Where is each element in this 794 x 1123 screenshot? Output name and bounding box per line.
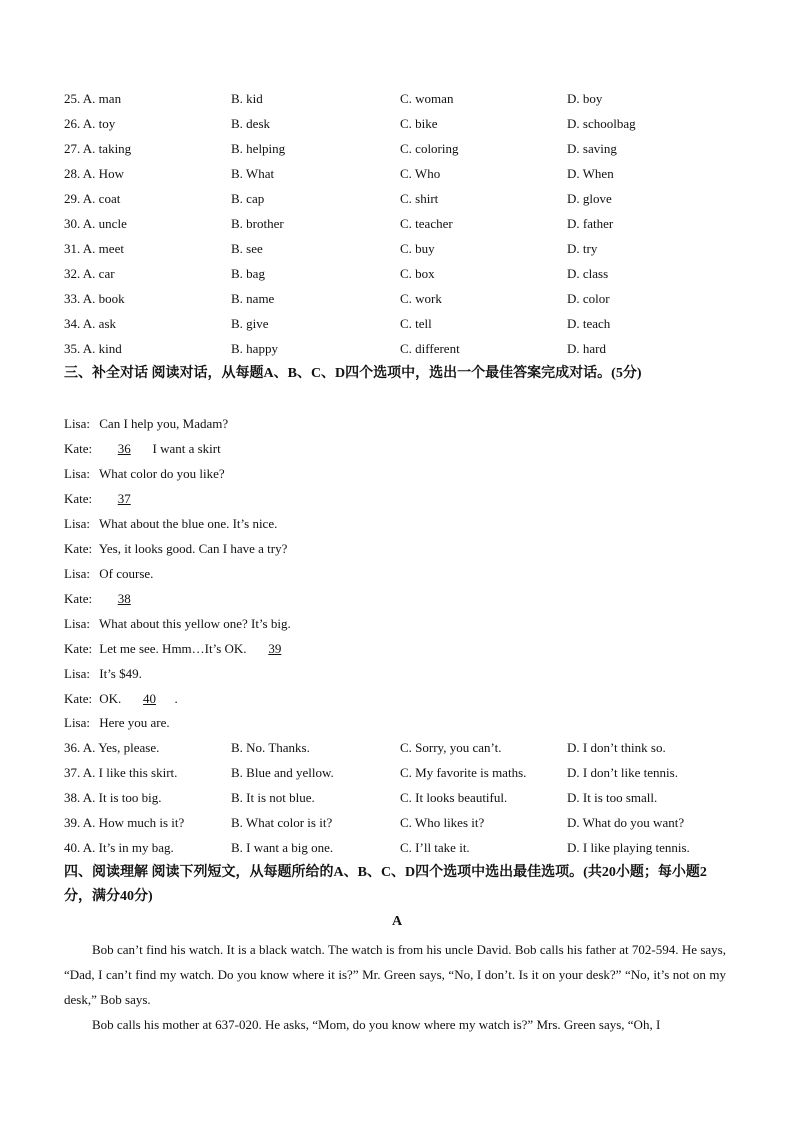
dialogue-line: Kate: 38 <box>64 589 734 609</box>
option-row: 34. A. ask B. give C. tell D. teach <box>64 316 611 331</box>
answer-blank: 37 <box>117 491 131 506</box>
option-row: 37. A. I like this skirt. B. Blue and yellow. C. My favorite is maths. D. I don’t like tennis. <box>64 765 678 780</box>
option-row: 26. A. toy B. desk C. bike D. schoolbag <box>64 116 636 131</box>
option-row: 25. A. man B. kid C. woman D. boy <box>64 91 603 106</box>
dialogue-line: Lisa: What about this yellow one? It’s big. <box>64 616 291 631</box>
dialogue-line: Lisa: It’s $49. <box>64 666 142 681</box>
answer-blank: 36 <box>117 441 131 456</box>
answer-blank: 38 <box>117 591 131 606</box>
dialogue-line: Lisa: What about the blue one. It’s nice. <box>64 516 278 531</box>
answer-blank: 39 <box>268 641 282 656</box>
section-heading: 四、阅读理解 阅读下列短文，从每题所给的A、B、C、D四个选项中选出最佳选项。(共20小题；每小题2分，满分40分) <box>64 865 707 904</box>
option-row: 40. A. It’s in my bag. B. I want a big one. C. I’ll take it. D. I like playing tennis. <box>64 840 690 855</box>
dialogue-line: Lisa: What color do you like? <box>64 466 225 481</box>
option-row: 36. A. Yes, please. B. No. Thanks. C. Sorry, you can’t. D. I don’t think so. <box>64 740 666 755</box>
dialogue-line: Lisa: Of course. <box>64 566 154 581</box>
option-row: 31. A. meet B. see C. buy D. try <box>64 241 598 256</box>
dialogue-line: Kate: OK. 40 . <box>64 689 734 709</box>
dialogue-line: Kate: Yes, it looks good. Can I have a try? <box>64 541 288 556</box>
passage-label: A <box>391 914 403 929</box>
option-row: 38. A. It is too big. B. It is not blue. C. It looks beautiful. D. It is too small. <box>64 790 658 805</box>
option-row: 33. A. book B. name C. work D. color <box>64 291 610 306</box>
dialogue-line: Kate: 37 <box>64 489 734 509</box>
option-row: 27. A. taking B. helping C. coloring D. saving <box>64 141 617 156</box>
dialogue-line: Kate: Let me see. Hmm…It’s OK. 39 <box>64 639 734 659</box>
passage-paragraph: Bob can’t find his watch. It is a black watch. The watch is from his uncle David. Bob calls his father at 702-594. He says, “Dad, I can’t find my watch. Do you know where it is?” Mr. Green says, “No, I don’t. Is it on your desk?” “No, it’s not on my desk,” Bob says. <box>64 942 726 1007</box>
option-row: 39. A. How much is it? B. What color is it? C. Who likes it? D. What do you want? <box>64 815 685 830</box>
dialogue-line: Lisa: Can I help you, Madam? <box>64 416 229 431</box>
option-row: 30. A. uncle B. brother C. teacher D. father <box>64 216 614 231</box>
option-row: 29. A. coat B. cap C. shirt D. glove <box>64 191 612 206</box>
option-row: 28. A. How B. What C. Who D. When <box>64 166 614 181</box>
option-row: 32. A. car B. bag C. box D. class <box>64 266 609 281</box>
section-heading: 三、补全对话 阅读对话，从每题A、B、C、D四个选项中，选出一个最佳答案完成对话。(5分) <box>64 366 642 381</box>
dialogue-line: Lisa: Here you are. <box>64 715 170 730</box>
answer-blank: 40 <box>143 691 157 706</box>
passage-paragraph: Bob calls his mother at 637-020. He asks, “Mom, do you know where my watch is?” Mrs. Green says, “Oh, I <box>92 1017 661 1032</box>
dialogue-line: Kate: 36 I want a skirt <box>64 439 734 459</box>
option-row: 35. A. kind B. happy C. different D. hard <box>64 341 606 356</box>
